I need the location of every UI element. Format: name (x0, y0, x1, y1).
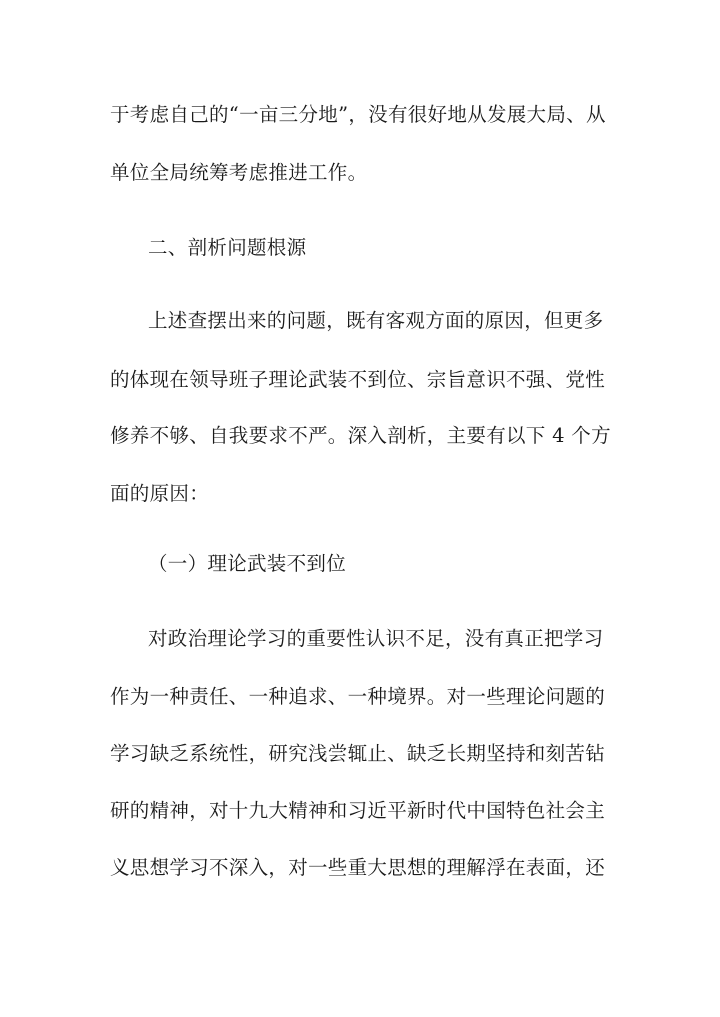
paragraph-line: 的体现在领导班子理论武装不到位、宗旨意识不强、党性 (110, 368, 606, 391)
paragraph-line: 对政治理论学习的重要性认识不足，没有真正把学习 (148, 627, 604, 650)
paragraph-line: 于考虑自己的“一亩三分地”，没有很好地从发展大局、从 (110, 103, 606, 126)
paragraph-line: 修养不够、自我要求不严。深入剖析，主要有以下 4 个方 (110, 424, 611, 447)
subsection-heading: （一）理论武装不到位 (148, 552, 347, 575)
paragraph-line: 单位全局统筹考虑推进工作。 (110, 161, 368, 184)
paragraph-line: 上述查摆出来的问题，既有客观方面的原因，但更多 (148, 309, 604, 332)
section-heading: 二、剖析问题根源 (148, 236, 307, 259)
paragraph-line: 研的精神，对十九大精神和习近平新时代中国特色社会主 (110, 799, 606, 822)
paragraph-line: 面的原因： (110, 482, 210, 505)
paragraph-line: 义思想学习不深入，对一些重大思想的理解浮在表面，还 (110, 856, 606, 879)
paragraph-line: 作为一种责任、一种追求、一种境界。对一些理论问题的 (110, 685, 606, 708)
paragraph-line: 学习缺乏系统性，研究浅尝辄止、缺乏长期坚持和刻苦钻 (110, 742, 606, 765)
